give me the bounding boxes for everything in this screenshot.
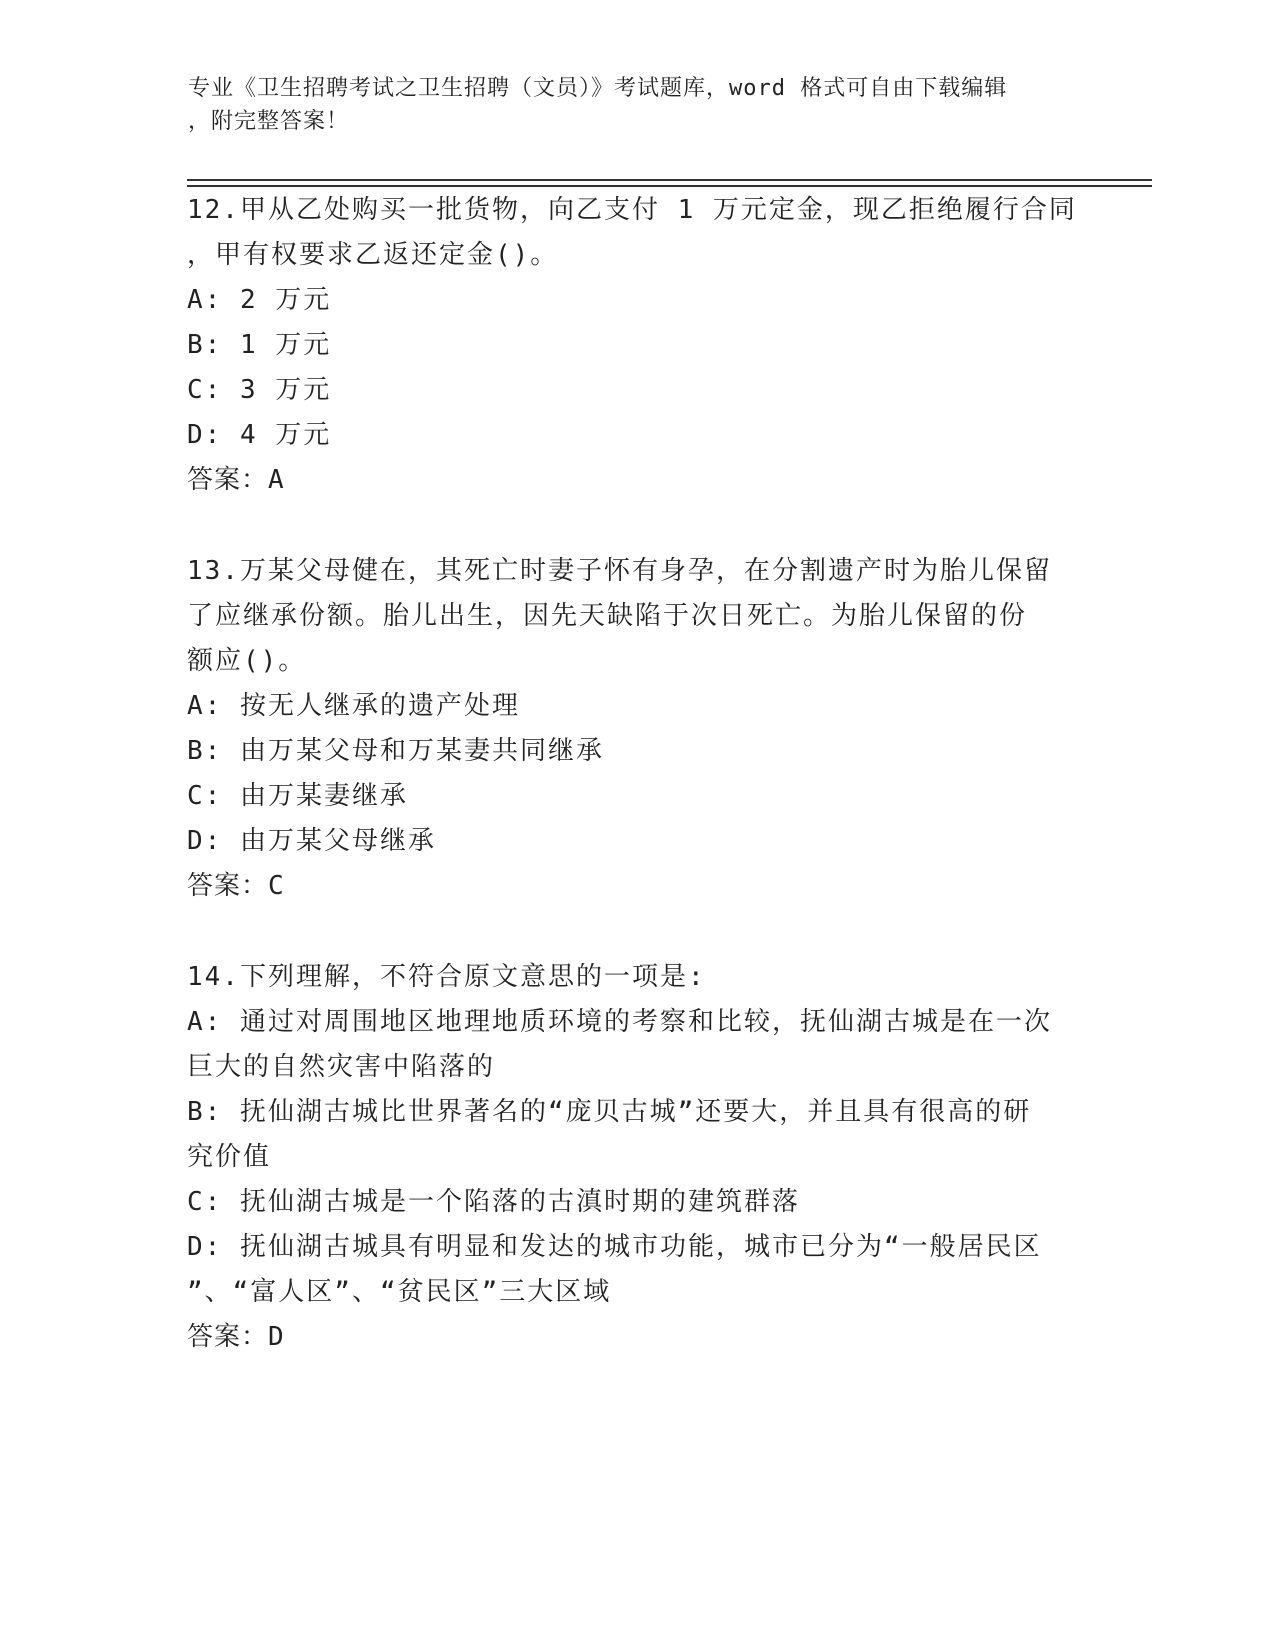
option-d: D: 由万某父母继承	[187, 826, 436, 856]
question-stem-line: 额应()。	[187, 646, 307, 676]
question-stem-line: 12.甲从乙处购买一批货物，向乙支付 1 万元定金，现乙拒绝履行合同	[187, 195, 1077, 225]
header-divider-top	[187, 179, 1152, 181]
option-c: C: 3 万元	[187, 375, 332, 405]
option-b: B: 抚仙湖古城比世界著名的“庞贝古城”还要大，并且具有很高的研	[187, 1097, 1032, 1127]
question-stem-line: 14.下列理解，不符合原文意思的一项是:	[187, 962, 706, 992]
option-a: A: 2 万元	[187, 285, 332, 315]
option-c: C: 由万某妻继承	[187, 781, 408, 811]
option-b: B: 由万某父母和万某妻共同继承	[187, 736, 604, 766]
header-divider-bottom	[187, 185, 1152, 187]
question-stem-line: 了应继承份额。胎儿出生，因先天缺陷于次日死亡。为胎儿保留的份	[187, 601, 1028, 631]
question-14	[187, 955, 1087, 1360]
option-d-continued: ”、“富人区”、“贫民区”三大区域	[187, 1277, 612, 1307]
answer-label: 答案：C	[187, 871, 285, 901]
question-list	[187, 188, 1087, 1360]
answer-label: 答案：A	[187, 465, 285, 495]
option-a: A: 按无人继承的遗产处理	[187, 691, 520, 721]
header-line-1: 专业《卫生招聘考试之卫生招聘（文员）》考试题库，word 格式可自由下载编辑	[188, 76, 1008, 101]
option-b-continued: 究价值	[187, 1142, 272, 1172]
option-c: C: 抚仙湖古城是一个陷落的古滇时期的建筑群落	[187, 1187, 800, 1217]
question-spacer	[187, 909, 1087, 955]
question-13	[187, 549, 1087, 909]
question-stem-line: ，甲有权要求乙返还定金()。	[187, 240, 559, 270]
option-a-continued: 巨大的自然灾害中陷落的	[187, 1052, 496, 1082]
document-header	[188, 72, 1068, 138]
option-d: D: 抚仙湖古城具有明显和发达的城市功能，城市已分为“一般居民区	[187, 1232, 1042, 1262]
option-b: B: 1 万元	[187, 330, 332, 360]
question-12	[187, 188, 1087, 503]
question-stem-line: 13.万某父母健在，其死亡时妻子怀有身孕，在分割遗产时为胎儿保留	[187, 556, 1052, 586]
answer-label: 答案：D	[187, 1322, 285, 1352]
option-d: D: 4 万元	[187, 420, 332, 450]
question-spacer	[187, 503, 1087, 549]
option-a: A: 通过对周围地区地理地质环境的考察和比较，抚仙湖古城是在一次	[187, 1007, 1052, 1037]
header-line-2: ，附完整答案！	[188, 109, 350, 134]
